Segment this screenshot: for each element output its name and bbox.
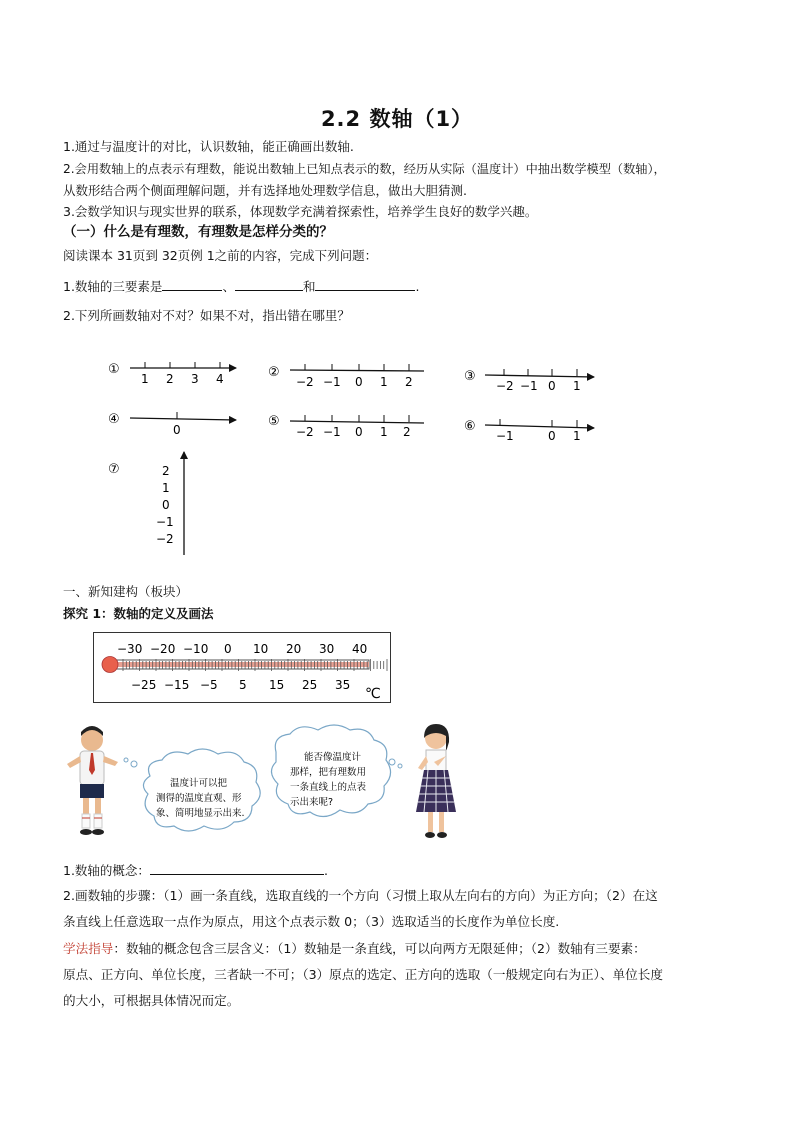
bubble-right-line: 一条直线上的点表	[290, 782, 367, 793]
question-1	[63, 276, 419, 297]
section2-heading: 一、新知建构（板块）	[63, 584, 189, 599]
axis-4	[108, 412, 236, 437]
axis-7-number: ⑦	[108, 462, 120, 477]
number-axes-figure	[100, 350, 620, 560]
axis-1-label: 3	[191, 372, 199, 386]
axis-2-number: ②	[268, 365, 280, 380]
axis-1-label: 1	[141, 372, 149, 386]
page-title: 2.2 数轴（1）	[320, 107, 474, 131]
axis-7-label: 1	[162, 481, 170, 495]
guide-line-1	[63, 939, 646, 959]
axis-5-number: ⑤	[268, 414, 280, 429]
dialogue-illustration	[62, 722, 472, 848]
steps-line-1: 2.画数轴的步骤：（1）画一条直线，选取直线的一个方向（习惯上取从左向右的方向）为正方向；（2）在这	[63, 888, 658, 903]
objective-2-cont: 从数形结合两个侧面理解问题，并有选择地处理数学信息，做出大胆猜测.	[63, 183, 467, 198]
thermo-bottom-label: 5	[239, 678, 247, 692]
thermo-top-label: 40	[352, 642, 368, 656]
objective-2: 2.会用数轴上的点表示有理数，能说出数轴上已知点表示的数，经历从实际（温度计）中抽出数学模型（数轴），	[63, 162, 666, 176]
q1-end: .	[415, 279, 420, 294]
axis-1	[108, 362, 236, 386]
bubble-left-line: 测得的温度直观、形	[156, 793, 242, 804]
axis-2	[268, 364, 424, 389]
thermo-top-label: 0	[224, 642, 232, 656]
axis-7	[108, 452, 184, 555]
concept-prefix: 1.数轴的概念：	[63, 863, 150, 878]
concept-answer-blank[interactable]	[150, 860, 324, 875]
guide-label: 学法指导	[63, 941, 114, 956]
axis-3-label: −1	[520, 379, 538, 393]
thermo-top-label: −30	[117, 642, 143, 656]
axis-7-label: 2	[162, 464, 170, 478]
axis-2-label: 1	[380, 375, 388, 389]
bubble-right-line: 能否像温度计	[304, 752, 362, 763]
guide-line-2: 原点、正方向、单位长度，三者缺一不可；（3）原点的选定、正方向的选取（一般规定向右为正）、单位长度	[63, 967, 663, 982]
thermo-bottom-label: 35	[335, 678, 351, 692]
axis-6-label: 0	[548, 429, 556, 443]
bubble-right-line: 那样，把有理数用	[290, 767, 367, 778]
axis-7-label: −1	[156, 515, 174, 529]
axis-6-label: 1	[573, 429, 581, 443]
q1-sep2: 和	[302, 279, 316, 294]
section1-heading: （一）什么是有理数，有理数是怎样分类的？	[63, 224, 333, 240]
axis-2-label: −1	[323, 375, 341, 389]
objective-1: 1.通过与温度计的对比，认识数轴，能正确画出数轴.	[63, 139, 354, 154]
answer-blank-3[interactable]	[315, 276, 415, 291]
axis-4-label: 0	[173, 423, 181, 437]
thermometer-bulb	[102, 657, 118, 673]
bubble-left-line: 象、简明地显示出来.	[156, 808, 245, 819]
axis-5-label: 1	[380, 425, 388, 439]
bubble-left-line: 温度计可以把	[170, 778, 228, 789]
speech-bubble-left	[124, 749, 260, 831]
thermo-top-label: 10	[253, 642, 269, 656]
axis-5-label: −2	[296, 425, 314, 439]
axis-1-number: ①	[108, 362, 120, 377]
explore1-title: 探究 1：数轴的定义及画法	[63, 606, 214, 621]
axis-7-label: 0	[162, 498, 170, 512]
question-2: 2.下列所画数轴对不对？如果不对，指出错在哪里？	[63, 308, 350, 323]
thermo-top-label: −20	[150, 642, 176, 656]
axis-5-label: 2	[403, 425, 411, 439]
axis-3	[464, 369, 594, 393]
axis-3-label: −2	[496, 379, 514, 393]
thermo-bottom-label: 25	[302, 678, 318, 692]
axis-2-label: −2	[296, 375, 314, 389]
thermo-bottom-label: 15	[269, 678, 285, 692]
thermo-top-label: 20	[286, 642, 302, 656]
thermo-top-label: −10	[183, 642, 209, 656]
thermo-bottom-label: −5	[200, 678, 218, 692]
axis-5	[268, 414, 424, 439]
axis-2-label: 2	[405, 375, 413, 389]
answer-blank-1[interactable]	[162, 276, 222, 291]
axis-2-label: 0	[355, 375, 363, 389]
girl-figure	[416, 724, 456, 838]
q1-sep1: 、	[222, 279, 235, 294]
objective-3: 3.会数学知识与现实世界的联系，体现数学充满着探索性，培养学生良好的数学兴趣。	[63, 204, 538, 219]
concept-line	[63, 860, 328, 881]
axis-6-label: −1	[496, 429, 514, 443]
concept-end: .	[323, 863, 328, 878]
axis-3-number: ③	[464, 369, 476, 384]
guide-line-3: 的大小，可根据具体情况而定。	[63, 993, 240, 1008]
axis-1-label: 4	[216, 372, 224, 386]
thermo-top-label: 30	[319, 642, 335, 656]
boy-figure	[67, 726, 118, 835]
reading-prompt: 阅读课本 31页到 32页例 1之前的内容，完成下列问题：	[63, 248, 378, 263]
axis-5-label: −1	[323, 425, 341, 439]
axis-4-number: ④	[108, 412, 120, 427]
axis-3-label: 1	[573, 379, 581, 393]
bubble-right-line: 示出来呢?	[290, 797, 334, 808]
q1-prefix: 1.数轴的三要素是	[63, 279, 163, 294]
speech-bubble-right	[271, 725, 402, 817]
thermo-bottom-label: −25	[131, 678, 157, 692]
axis-7-label: −2	[156, 532, 174, 546]
axis-1-label: 2	[166, 372, 174, 386]
thermo-bottom-label: −15	[164, 678, 190, 692]
axis-6	[464, 419, 594, 443]
thermo-unit: ℃	[365, 686, 381, 702]
axis-5-label: 0	[355, 425, 363, 439]
axis-3-label: 0	[548, 379, 556, 393]
thermometer-figure	[93, 632, 391, 704]
steps-line-2: 条直线上任意选取一点作为原点，用这个点表示数 0；（3）选取适当的长度作为单位长度.	[63, 914, 560, 929]
axis-6-number: ⑥	[464, 419, 476, 434]
guide-text: ：数轴的概念包含三层含义：（1）数轴是一条直线，可以向两方无限延伸；（2）数轴有三要素：	[113, 941, 646, 956]
answer-blank-2[interactable]	[235, 276, 303, 291]
